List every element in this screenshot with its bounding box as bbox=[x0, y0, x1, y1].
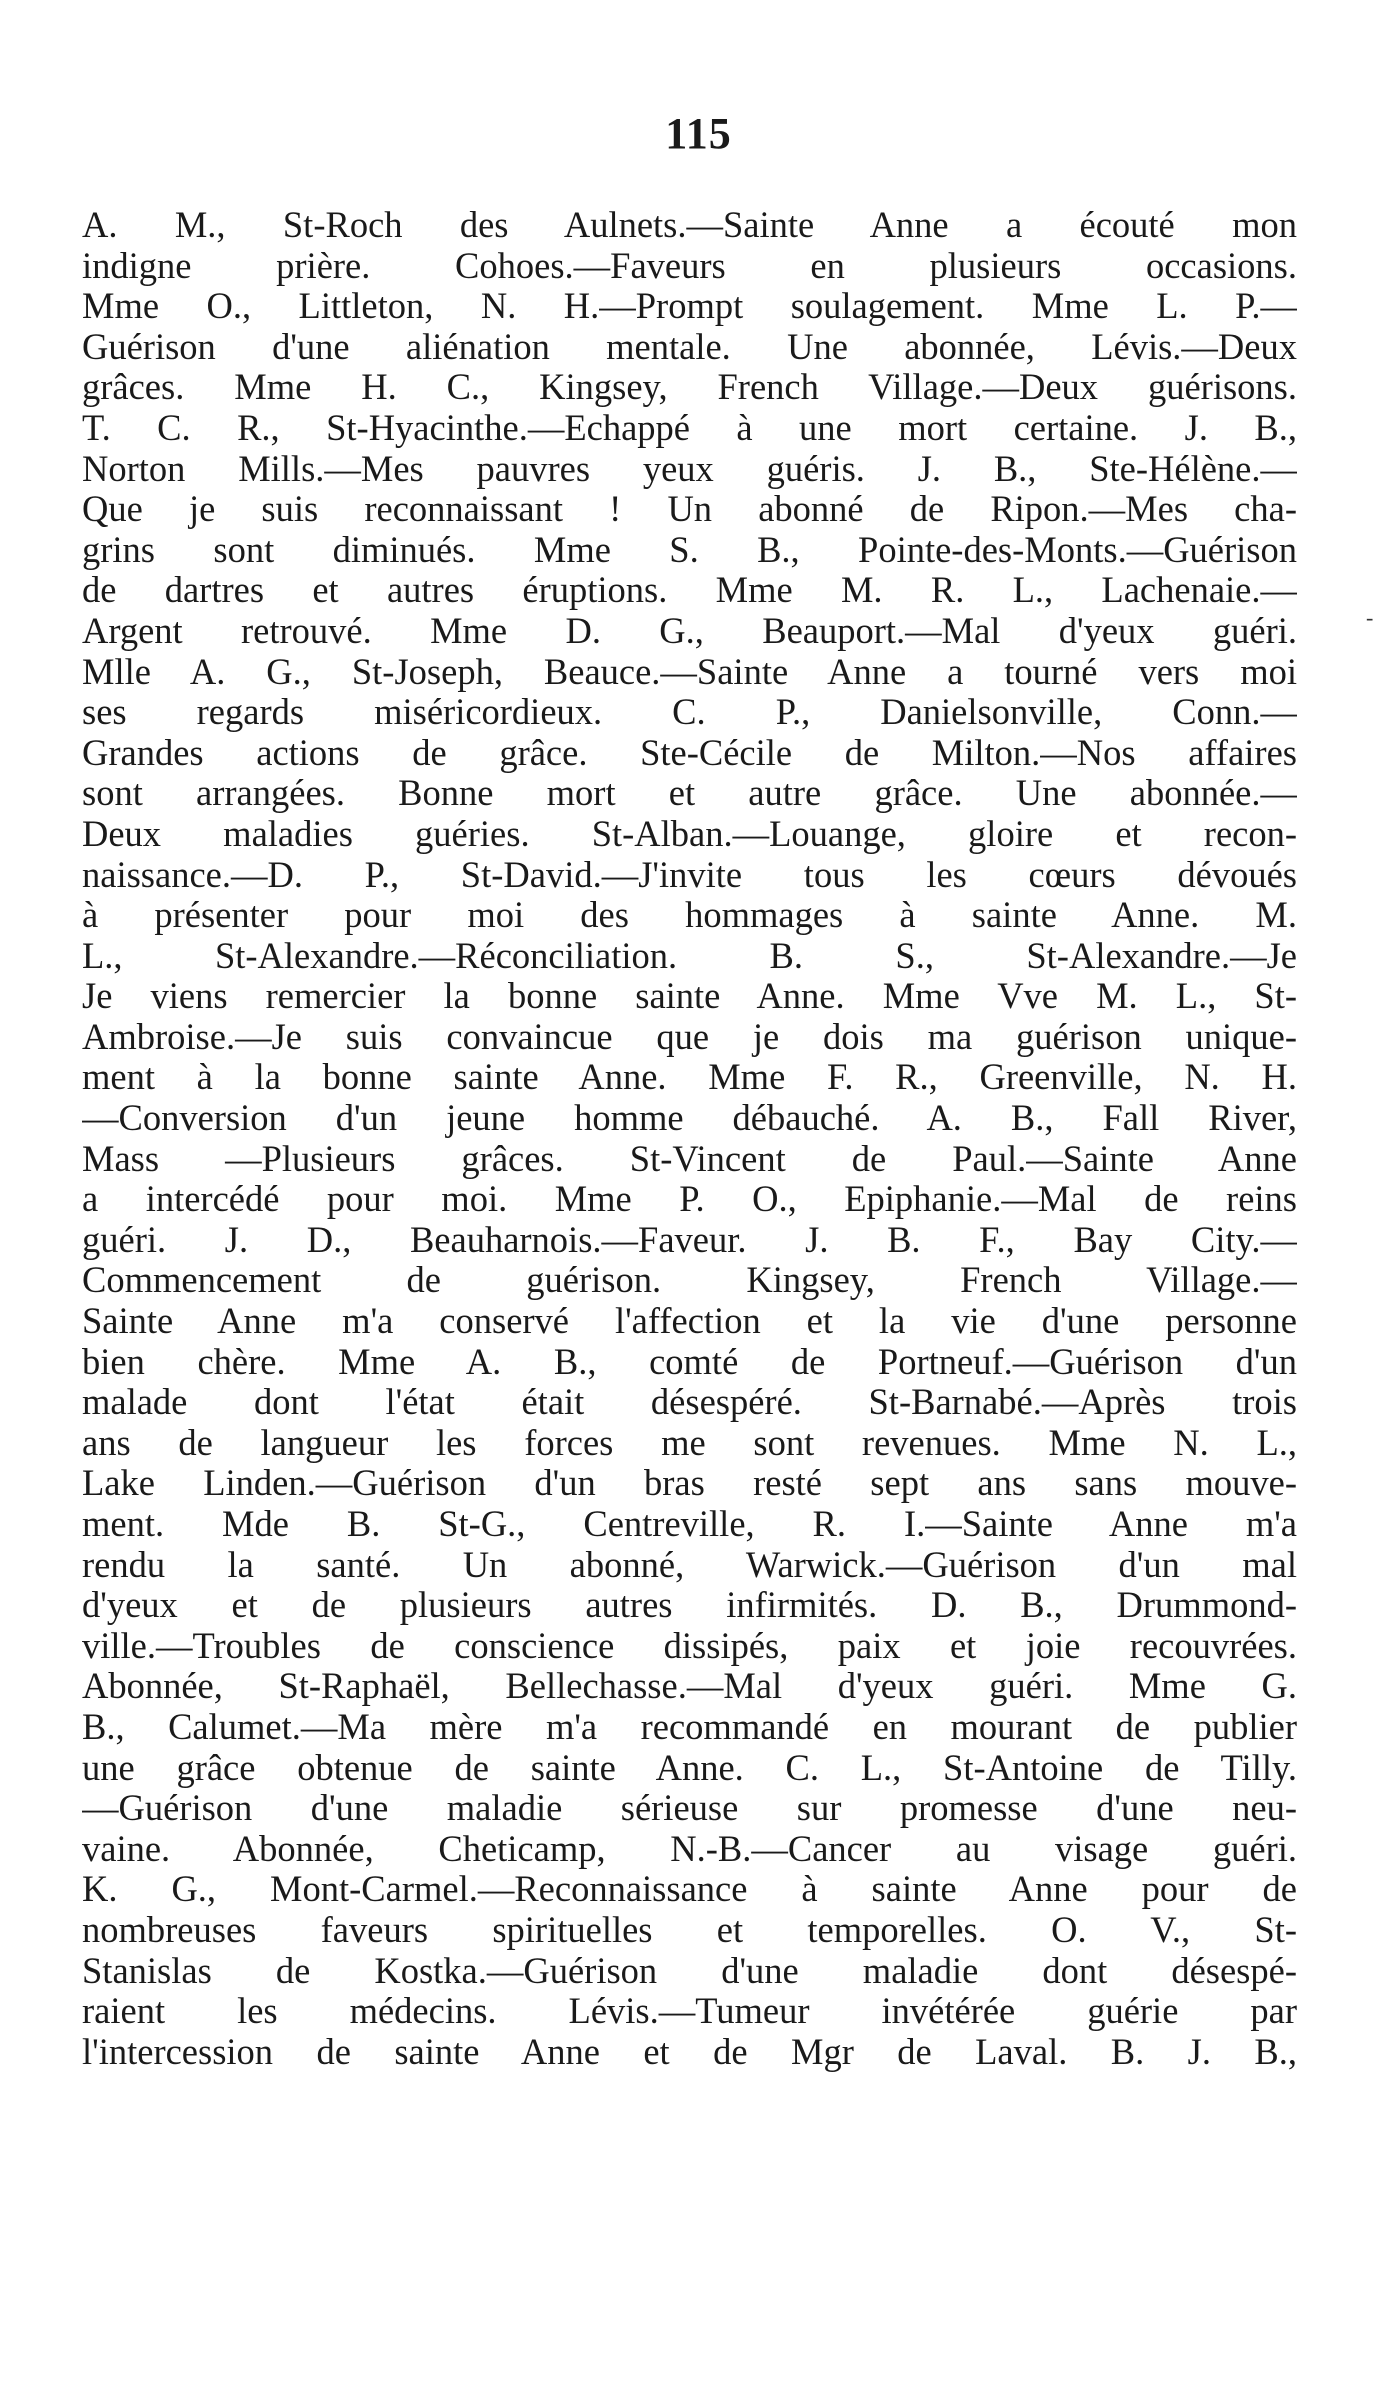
text-line: rendu la santé. Un abonné, Warwick.—Guérison d'un mal bbox=[82, 1544, 1297, 1585]
text-line: bien chère. Mme A. B., comté de Portneuf.—Guérison d'un bbox=[82, 1341, 1297, 1382]
text-line: L., St-Alexandre.—Réconciliation. B. S., St-Alexandre.—Je bbox=[82, 935, 1297, 976]
text-line: Deux maladies guéries. St-Alban.—Louange, gloire et recon- bbox=[82, 813, 1297, 854]
text-line: Sainte Anne m'a conservé l'affection et la vie d'une personne bbox=[82, 1301, 1297, 1342]
text-line: Norton Mills.—Mes pauvres yeux guéris. J. B., Ste-Hélène.— bbox=[82, 448, 1297, 489]
text-line: nombreuses faveurs spirituelles et temporelles. O. V., St- bbox=[82, 1909, 1297, 1950]
text-line: —Conversion d'un jeune homme débauché. A. B., Fall River, bbox=[82, 1098, 1297, 1139]
text-line: Abonnée, St-Raphaël, Bellechasse.—Mal d'yeux guéri. Mme G. bbox=[82, 1666, 1297, 1707]
text-line: ans de langueur les forces me sont revenues. Mme N. L., bbox=[82, 1422, 1297, 1463]
text-line: guéri. J. D., Beauharnois.—Faveur. J. B. F., Bay City.— bbox=[82, 1219, 1297, 1260]
text-line: l'intercession de sainte Anne et de Mgr de Laval. B. J. B., bbox=[82, 2031, 1297, 2072]
text-line: grâces. Mme H. C., Kingsey, French Village.—Deux guérisons. bbox=[82, 367, 1297, 408]
text-line: à présenter pour moi des hommages à sainte Anne. M. bbox=[82, 895, 1297, 936]
text-line: Que je suis reconnaissant ! Un abonné de Ripon.—Mes cha- bbox=[82, 489, 1297, 530]
text-line: vaine. Abonnée, Cheticamp, N.-B.—Cancer au visage guéri. bbox=[82, 1828, 1297, 1869]
page-number: 115 bbox=[665, 109, 732, 158]
margin-mark: - bbox=[1366, 605, 1374, 630]
text-line: Guérison d'une aliénation mentale. Une abonnée, Lévis.—Deux bbox=[82, 326, 1297, 367]
text-line: naissance.—D. P., St-David.—J'invite tous les cœurs dévoués bbox=[82, 854, 1297, 895]
text-line: d'yeux et de plusieurs autres infirmités. D. B., Drummond- bbox=[82, 1585, 1297, 1626]
text-line: Mass —Plusieurs grâces. St-Vincent de Paul.—Sainte Anne bbox=[82, 1138, 1297, 1179]
text-line: Mme O., Littleton, N. H.—Prompt soulagement. Mme L. P.— bbox=[82, 286, 1297, 327]
text-line: de dartres et autres éruptions. Mme M. R. L., Lachenaie.— bbox=[82, 570, 1297, 611]
text-line: indigne prière. Cohoes.—Faveurs en plusieurs occasions. bbox=[82, 245, 1297, 286]
text-line: Lake Linden.—Guérison d'un bras resté sept ans sans mouve- bbox=[82, 1463, 1297, 1504]
text-line: A. M., St-Roch des Aulnets.—Sainte Anne a écouté mon bbox=[82, 205, 1297, 245]
text-line: Argent retrouvé. Mme D. G., Beauport.—Mal d'yeux guéri. bbox=[82, 610, 1297, 651]
text-line: ment à la bonne sainte Anne. Mme F. R., Greenville, N. H. bbox=[82, 1057, 1297, 1098]
text-line: ville.—Troubles de conscience dissipés, paix et joie recouvrées. bbox=[82, 1625, 1297, 1666]
thanksgiving-text-block bbox=[82, 205, 1297, 2072]
text-line: Grandes actions de grâce. Ste-Cécile de Milton.—Nos affaires bbox=[82, 732, 1297, 773]
text-line: Je viens remercier la bonne sainte Anne. Mme Vve M. L., St- bbox=[82, 976, 1297, 1017]
text-line: B., Calumet.—Ma mère m'a recommandé en mourant de publier bbox=[82, 1706, 1297, 1747]
text-line: raient les médecins. Lévis.—Tumeur invétérée guérie par bbox=[82, 1991, 1297, 2032]
text-line: Mlle A. G., St-Joseph, Beauce.—Sainte Anne a tourné vers moi bbox=[82, 651, 1297, 692]
text-line: Ambroise.—Je suis convaincue que je dois ma guérison unique- bbox=[82, 1016, 1297, 1057]
text-line: grins sont diminués. Mme S. B., Pointe-des-Monts.—Guérison bbox=[82, 529, 1297, 570]
text-line: malade dont l'état était désespéré. St-Barnabé.—Après trois bbox=[82, 1382, 1297, 1423]
text-line: sont arrangées. Bonne mort et autre grâce. Une abonnée.— bbox=[82, 773, 1297, 814]
text-line: Stanislas de Kostka.—Guérison d'une maladie dont désespé- bbox=[82, 1950, 1297, 1991]
text-line: Commencement de guérison. Kingsey, French Village.— bbox=[82, 1260, 1297, 1301]
text-line: —Guérison d'une maladie sérieuse sur promesse d'une neu- bbox=[82, 1788, 1297, 1829]
text-line: a intercédé pour moi. Mme P. O., Epiphanie.—Mal de reins bbox=[82, 1179, 1297, 1220]
text-line: ment. Mde B. St-G., Centreville, R. I.—Sainte Anne m'a bbox=[82, 1504, 1297, 1544]
text-line: ses regards miséricordieux. C. P., Danielsonville, Conn.— bbox=[82, 692, 1297, 733]
text-line: T. C. R., St-Hyacinthe.—Echappé à une mort certaine. J. B., bbox=[82, 407, 1297, 448]
text-line: une grâce obtenue de sainte Anne. C. L., St-Antoine de Tilly. bbox=[82, 1747, 1297, 1788]
text-line: K. G., Mont-Carmel.—Reconnaissance à sainte Anne pour de bbox=[82, 1869, 1297, 1910]
